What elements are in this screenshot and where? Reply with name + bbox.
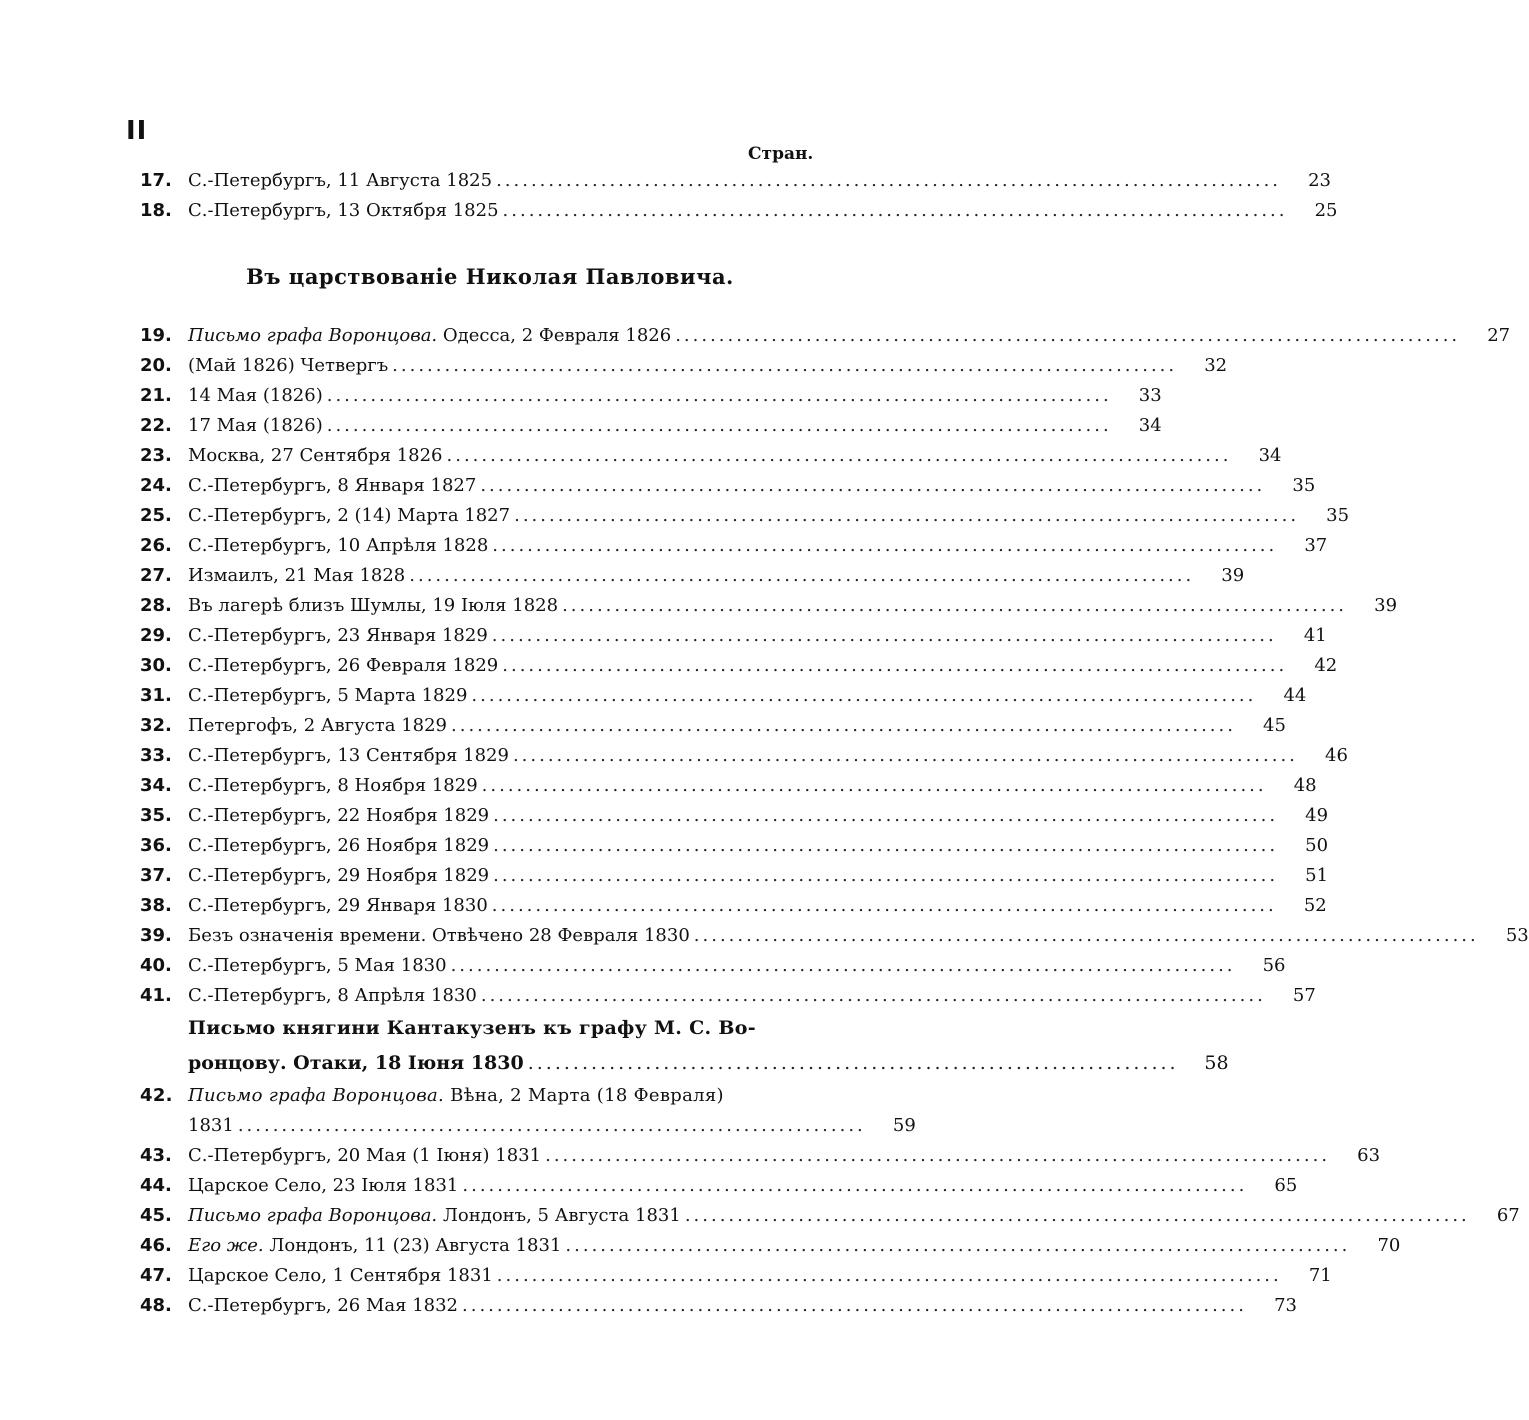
entry-text: 14 Мая (1826) (188, 385, 323, 406)
leader-dots: .......................................................................................... (684, 1205, 1470, 1226)
entry-text: С.-Петербургъ, 29 Января 1830 (188, 895, 488, 916)
entry-title (188, 471, 476, 501)
entry-page: 50 (1305, 835, 1329, 856)
entry-page: 37 (1304, 535, 1328, 556)
entry-italic: Письмо графа Воронцова. (188, 325, 438, 346)
leader-dots: .......................................................................................... (562, 595, 1348, 616)
entry-text-line2: 1831 (188, 1115, 234, 1136)
leader-dots: .......................................................................................... (675, 325, 1461, 346)
entry-number: 22. (140, 415, 172, 436)
entry-number: 33. (140, 745, 172, 766)
entry-title (188, 981, 477, 1011)
entry-text: С.-Петербургъ, 2 (14) Марта 1827 (188, 505, 511, 526)
entry-page: 45 (1263, 715, 1286, 736)
leader-dots: .......................................................................................... (565, 1235, 1351, 1256)
entry-number: 30. (140, 655, 172, 676)
entry-title (188, 561, 405, 591)
entry-title (188, 951, 447, 981)
entry-text: Петергофъ, 2 Августа 1829 (188, 715, 447, 736)
entry-number: 43. (140, 1145, 172, 1166)
entry-title (188, 1261, 493, 1291)
entry-page: 35 (1292, 475, 1316, 496)
entry-number: 21. (140, 385, 172, 406)
page-column-header: Стран. (748, 144, 814, 164)
entry-page: 35 (1326, 505, 1350, 526)
leader-dots: .......................................................................................... (545, 1145, 1331, 1166)
toc-entry (140, 381, 1162, 411)
entry-title (188, 1291, 458, 1321)
entry-text: Вѣна, 2 Марта (18 Февраля) (444, 1085, 724, 1106)
entry-number: 44. (140, 1175, 172, 1196)
leader-dots: .......................................................................................... (450, 955, 1236, 976)
entry-number: 47. (140, 1265, 172, 1286)
entry-title (188, 411, 323, 441)
entry-page: 58 (1204, 1052, 1229, 1074)
toc-entry (140, 831, 1329, 861)
page-number: II (126, 116, 148, 146)
entry-title (188, 831, 489, 861)
leader-dots: .......................................................................................... (326, 385, 1112, 406)
toc-entry (140, 196, 1338, 226)
entry-page: 46 (1325, 745, 1348, 766)
entry-page: 52 (1303, 895, 1327, 916)
entry-title (188, 651, 498, 681)
leader-dots: .......................................................................................... (471, 685, 1257, 706)
entry-text: С.-Петербургъ, 5 Марта 1829 (188, 685, 468, 706)
toc-group-end (140, 1141, 1520, 1321)
entry-text: С.-Петербургъ, 8 Января 1827 (188, 475, 477, 496)
entry-text: С.-Петербургъ, 26 Ноября 1829 (188, 835, 490, 856)
leader-dots: .......................................................................................... (514, 505, 1300, 526)
toc-entry (140, 651, 1338, 681)
toc-entry (140, 711, 1286, 741)
entry-number: 17. (140, 170, 172, 191)
entry-text: С.-Петербургъ, 26 Февраля 1829 (188, 655, 499, 676)
leader-dots: .......................................................................................... (496, 1265, 1282, 1286)
entry-page: 49 (1305, 805, 1329, 826)
entry-text: Лондонъ, 11 (23) Августа 1831 (263, 1235, 562, 1256)
entry-text: С.-Петербургъ, 20 Мая (1 Іюня) 1831 (188, 1145, 542, 1166)
entry-title (188, 771, 478, 801)
entry-text: С.-Петербургъ, 11 Августа 1825 (188, 170, 493, 191)
toc-entry (140, 531, 1328, 561)
entry-title (188, 1201, 681, 1231)
entry-number: 20. (140, 355, 172, 376)
toc-group-after (140, 321, 1529, 1011)
entry-title (188, 196, 499, 226)
toc-entry (140, 1171, 1298, 1201)
entry-title (188, 1141, 541, 1171)
entry-number: 26. (140, 535, 172, 556)
entry-text: С.-Петербургъ, 22 Ноября 1829 (188, 805, 490, 826)
leader-dots: .......................................................................................... (492, 535, 1278, 556)
entry-page: 53 (1505, 925, 1529, 946)
toc-entry (140, 1141, 1381, 1171)
toc-entry (140, 441, 1282, 471)
entry-title (188, 891, 488, 921)
entry-title (188, 351, 388, 381)
toc-entry (140, 801, 1329, 831)
entry-page: 27 (1487, 325, 1511, 346)
entry-title (188, 801, 489, 831)
entry-text: Одесса, 2 Февраля 1826 (437, 325, 672, 346)
toc-entry (140, 591, 1398, 621)
entry-number: 37. (140, 865, 172, 886)
entry-page: 67 (1496, 1205, 1520, 1226)
entry-page: 71 (1308, 1265, 1332, 1286)
entry-page: 63 (1357, 1145, 1381, 1166)
entry-number: 41. (140, 985, 172, 1006)
entry-text: С.-Петербургъ, 13 Сентября 1829 (188, 745, 509, 766)
toc-entry (140, 921, 1529, 951)
entry-page: 41 (1303, 625, 1327, 646)
entry-number: 27. (140, 565, 172, 586)
leader-dots: .......................................................................................... (491, 625, 1277, 646)
toc-entry (140, 861, 1329, 891)
entry-title (188, 1231, 561, 1261)
entry-text-line1 (140, 1081, 820, 1111)
entry-number: 40. (140, 955, 172, 976)
entry-number: 31. (140, 685, 172, 706)
toc-entry (140, 351, 1228, 381)
entry-page: 65 (1274, 1175, 1298, 1196)
leader-dots: .......................................................................................... (693, 925, 1479, 946)
entry-text: 17 Мая (1826) (188, 415, 323, 436)
entry-title (188, 861, 489, 891)
toc-entry (140, 166, 1332, 196)
entry-text: С.-Петербургъ, 8 Апрѣля 1830 (188, 985, 477, 1006)
entry-text: С.-Петербургъ, 13 Октября 1825 (188, 200, 499, 221)
leader-dots: .......................................................................................... (446, 445, 1232, 466)
entry-text: (Май 1826) Четвергъ (188, 355, 389, 376)
entry-text: С.-Петербургъ, 10 Апрѣля 1828 (188, 535, 489, 556)
entry-text: С.-Петербургъ, 5 Мая 1830 (188, 955, 447, 976)
leader-dots: .......................................................................................... (392, 355, 1178, 376)
leader-dots: ........................................................................ (237, 1115, 866, 1136)
section-heading: Въ царствованіе Николая Павловича. (246, 264, 734, 289)
entry-page: 48 (1293, 775, 1317, 796)
leader-dots: .......................................................................................... (493, 835, 1279, 856)
entry-page: 34 (1138, 415, 1162, 436)
entry-page: 59 (892, 1115, 916, 1136)
entry-title (188, 321, 671, 351)
leader-dots: .......................................................................................... (493, 865, 1279, 886)
leader-dots: .......................................................................................... (496, 170, 1282, 191)
entry-number: 34. (140, 775, 172, 796)
entry-title (188, 921, 690, 951)
entry-number: 24. (140, 475, 172, 496)
toc-entry (140, 1291, 1297, 1321)
entry-text: Измаилъ, 21 Мая 1828 (188, 565, 406, 586)
entry-italic: Письмо графа Воронцова. (188, 1205, 438, 1226)
entry-page: 25 (1314, 200, 1338, 221)
entry-number: 29. (140, 625, 172, 646)
entry-page: 56 (1262, 955, 1286, 976)
leader-dots: .......................................................................................... (409, 565, 1195, 586)
entry-text: Лондонъ, 5 Августа 1831 (437, 1205, 681, 1226)
entry-italic: Его же. (188, 1235, 264, 1256)
entry-text: С.-Петербургъ, 29 Ноября 1829 (188, 865, 490, 886)
leader-dots: .......................................................................................... (326, 415, 1112, 436)
entry-number: 36. (140, 835, 172, 856)
entry-number: 45. (140, 1205, 172, 1226)
toc-entry (140, 321, 1511, 351)
entry-number: 28. (140, 595, 172, 616)
entry-number: 42. (140, 1085, 173, 1106)
leader-dots: .......................................................................................... (502, 655, 1288, 676)
entry-number: 19. (140, 325, 172, 346)
entry-number: 38. (140, 895, 172, 916)
entry-text-line1: Письмо княгини Кантакузенъ къ графу М. С. Во- (188, 1017, 756, 1039)
toc-entry (140, 561, 1245, 591)
entry-page: 70 (1377, 1235, 1401, 1256)
entry-title (188, 681, 467, 711)
entry-text: С.-Петербургъ, 23 Января 1829 (188, 625, 488, 646)
entry-title (188, 441, 443, 471)
toc-entry (140, 471, 1316, 501)
toc-entry (140, 771, 1317, 801)
entry-title (188, 166, 492, 196)
entry-number: 46. (140, 1235, 172, 1256)
entry-text: С.-Петербургъ, 8 Ноября 1829 (188, 775, 478, 796)
entry-number: 32. (140, 715, 172, 736)
entry-page: 33 (1138, 385, 1162, 406)
toc-entry (140, 1261, 1332, 1291)
leader-dots: .......................................................................................... (462, 1175, 1248, 1196)
leader-dots: .......................................................................................... (451, 715, 1236, 736)
leader-dots: ........................................................................ (527, 1052, 1179, 1074)
toc-entry (140, 621, 1327, 651)
entry-title (188, 621, 488, 651)
entry-number: 25. (140, 505, 172, 526)
entry-text: С.-Петербургъ, 26 Мая 1832 (188, 1295, 459, 1316)
entry-title (188, 381, 323, 411)
entry-title (188, 1171, 458, 1201)
entry-page: 44 (1283, 685, 1307, 706)
toc-entry (140, 891, 1327, 921)
toc-list (140, 166, 1529, 1321)
entry-text: Царское Село, 23 Іюля 1831 (188, 1175, 459, 1196)
leader-dots: .......................................................................................... (480, 475, 1266, 496)
toc-entry (140, 411, 1162, 441)
leader-dots: .......................................................................................... (512, 745, 1298, 766)
entry-page: 42 (1314, 655, 1338, 676)
entry-text-line2: ронцову. Отаки, 18 Іюня 1830 (188, 1052, 524, 1074)
entry-title (188, 531, 488, 561)
leader-dots: .......................................................................................... (462, 1295, 1247, 1316)
entry-text: Въ лагерѣ близъ Шумлы, 19 Іюля 1828 (188, 595, 559, 616)
entry-text: Безъ означенія времени. Отвѣчено 28 Февраля 1830 (188, 925, 690, 946)
toc-group-before (140, 166, 1338, 226)
leader-dots: .......................................................................................... (480, 985, 1266, 1006)
entry-page: 39 (1221, 565, 1245, 586)
entry-title (188, 591, 558, 621)
entry-title (188, 711, 447, 741)
toc-entry (140, 1201, 1520, 1231)
leader-dots: .......................................................................................... (491, 895, 1277, 916)
entry-page: 32 (1204, 355, 1228, 376)
toc-entry (140, 981, 1316, 1011)
toc-entry (140, 741, 1348, 771)
entry-title (188, 741, 509, 771)
toc-entry-kantakuzen (140, 1011, 1229, 1081)
entry-page: 23 (1308, 170, 1332, 191)
toc-entry (140, 951, 1286, 981)
entry-number: 48. (140, 1295, 172, 1316)
entry-number: 18. (140, 200, 172, 221)
entry-page: 39 (1374, 595, 1398, 616)
toc-entry (140, 681, 1307, 711)
leader-dots: .......................................................................................... (493, 805, 1279, 826)
entry-number: 39. (140, 925, 172, 946)
toc-entry (140, 501, 1350, 531)
entry-italic: Письмо графа Воронцова. (188, 1085, 445, 1106)
entry-text: Царское Село, 1 Сентября 1831 (188, 1265, 493, 1286)
entry-number: 23. (140, 445, 172, 466)
entry-title (188, 501, 510, 531)
toc-entry (140, 1231, 1401, 1261)
toc-entry-42 (140, 1081, 916, 1141)
entry-number: 35. (140, 805, 172, 826)
entry-page: 51 (1305, 865, 1329, 886)
entry-page: 34 (1258, 445, 1282, 466)
entry-page: 57 (1292, 985, 1316, 1006)
entry-page: 73 (1274, 1295, 1297, 1316)
leader-dots: .......................................................................................... (481, 775, 1267, 796)
entry-text: Москва, 27 Сентября 1826 (188, 445, 443, 466)
leader-dots: .......................................................................................... (502, 200, 1288, 221)
